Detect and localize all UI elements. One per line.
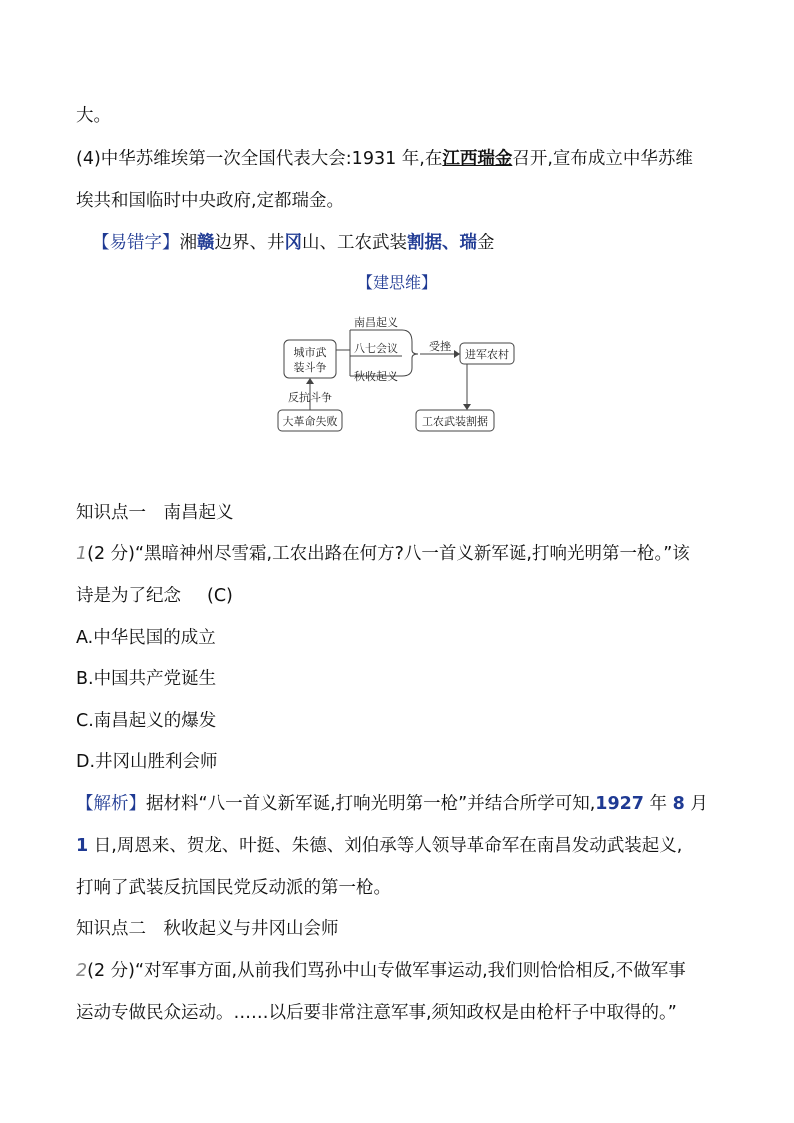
question-number: 1 <box>76 544 88 564</box>
text-span: 召开,宣布成立中华苏维 <box>512 149 693 169</box>
text-span: (4)中华苏维埃第一次全国代表大会:1931 年,在 <box>76 149 443 169</box>
typo-part: 边界、井 <box>214 233 285 253</box>
typo-highlight: 割据 <box>407 233 442 253</box>
option: A.中华民国的成立 <box>76 628 216 648</box>
text-span: 年 <box>643 794 673 814</box>
section-title: 知识点二 秋收起义与井冈山会师 <box>76 919 339 939</box>
typo-highlight: 赣 <box>197 233 215 253</box>
analysis-line <box>76 792 708 816</box>
diagram-title: 【建思维】 <box>356 273 437 292</box>
analysis-label: 【解析】 <box>76 794 146 814</box>
node-baqi: 八七会议 <box>354 342 398 355</box>
typo-label: 【易错字】 <box>92 233 180 253</box>
text-span: 日,周恩来、贺龙、叶挺、朱德、刘伯承等人领导革命军在南昌发动武装起义, <box>88 836 683 856</box>
text-line: 大。 <box>76 106 111 126</box>
highlight-year: 1927 <box>595 794 644 814</box>
typo-part: 金 <box>477 233 495 253</box>
node-gongnong: 工农武装割据 <box>422 415 488 428</box>
question-number: 2 <box>76 961 88 981</box>
highlight-term: 江西瑞金 <box>442 149 513 169</box>
typo-highlight: 瑞 <box>459 233 477 253</box>
arrow-head <box>454 350 460 358</box>
node-city-text-2: 装斗争 <box>293 361 327 374</box>
option: B.中国共产党诞生 <box>76 669 217 689</box>
option: D.井冈山胜利会师 <box>76 752 218 772</box>
concept-diagram <box>270 310 530 440</box>
typo-part: 山、工农武装 <box>302 233 407 253</box>
question-stem <box>76 584 233 608</box>
node-city-text-1: 城市武 <box>293 346 327 359</box>
analysis-line: 打响了武装反抗国民党反动派的第一枪。 <box>76 878 391 898</box>
highlight-month: 8 <box>672 794 685 814</box>
bracket <box>402 330 418 376</box>
node-qiushou: 秋收起义 <box>354 370 398 383</box>
section-title: 知识点一 南昌起义 <box>76 503 234 523</box>
node-nanchang: 南昌起义 <box>354 316 398 329</box>
text-span: (2 分)“黑暗神州尽雪霜,工农出路在何方?八一首义新军诞,打响光明第一枪。”该 <box>87 544 690 564</box>
arrow-head <box>463 404 471 410</box>
typo-highlight: 冈 <box>284 233 302 253</box>
text-span: 月 <box>684 794 708 814</box>
option: C.南昌起义的爆发 <box>76 711 217 731</box>
typo-line <box>92 231 495 255</box>
question-stem <box>76 959 686 983</box>
question-stem <box>76 542 690 566</box>
text-line <box>76 147 693 171</box>
typo-part: 湘 <box>179 233 197 253</box>
highlight-day: 1 <box>76 836 89 856</box>
question-stem: 运动专做民众运动。……以后要非常注意军事,须知政权是由枪杆子中取得的。” <box>76 1003 677 1023</box>
node-dageming: 大革命失败 <box>282 415 338 428</box>
label-shocuo: 受挫 <box>429 340 451 353</box>
label-fankang: 反抗斗争 <box>288 391 332 404</box>
node-jinjun: 进军农村 <box>465 348 509 361</box>
text-line: 埃共和国临时中央政府,定都瑞金。 <box>76 191 345 211</box>
analysis-line <box>76 834 682 858</box>
answer: (C) <box>207 586 233 606</box>
typo-part: 、 <box>442 233 460 253</box>
text-span: 据材料“八一首义新军诞,打响光明第一枪”并结合所学可知, <box>146 794 596 814</box>
text-span: (2 分)“对军事方面,从前我们骂孙中山专做军事运动,我们则恰恰相反,不做军事 <box>87 961 686 981</box>
text-span: 诗是为了纪念 <box>76 586 181 606</box>
arrow-head <box>306 378 314 384</box>
